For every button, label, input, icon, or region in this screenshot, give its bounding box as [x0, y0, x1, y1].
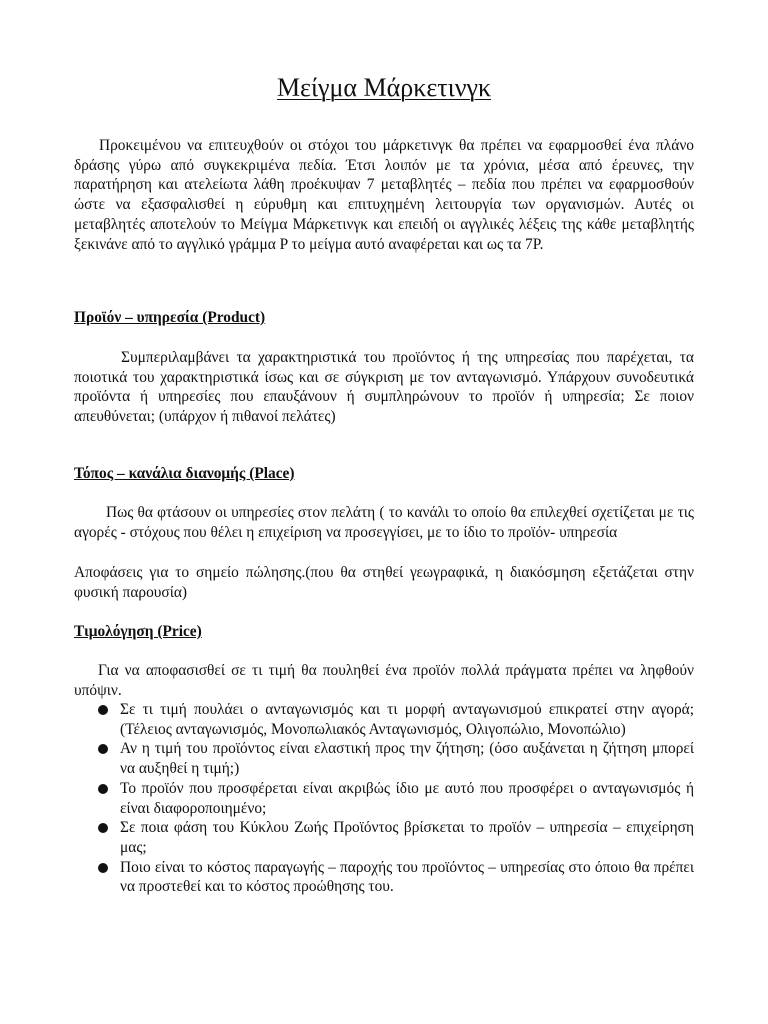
list-item-text: Σε ποια φάση του Κύκλου Ζωής Προϊόντος βρίσκεται το προϊόν – υπηρεσία – επιχείρηση μας; [120, 819, 694, 856]
list-item-text: Σε τι τιμή πουλάει ο ανταγωνισμός και τι μορφή ανταγωνισμού επικρατεί στην αγορά; (Τέλειος ανταγωνισμός, Μονοπωλιακός Ανταγωνισμός, Ολιγοπώλιο, Μονοπώλιο) [120, 701, 694, 738]
bullet-icon [98, 863, 108, 873]
bullet-icon [98, 823, 108, 833]
price-bullet-list [74, 700, 694, 897]
section-heading-product: Προϊόν – υπηρεσία (Product) [74, 309, 266, 326]
bullet-icon [98, 705, 108, 715]
product-paragraph: Συμπεριλαμβάνει τα χαρακτηριστικά του προϊόντος ή της υπηρεσίας που παρέχεται, τα ποιοτικά του χαρακτηριστικά ίσως και σε σύγκριση με τον ανταγωνισμό. Υπάρχουν συνοδευτικά προϊόντα ή υπηρεσίες που επαυξάνουν ή συμπληρώνουν το προϊόν ή υπηρεσία; Σε ποιον απευθύνεται; (υπάρχον ή πιθανοί πελάτες) [74, 349, 694, 426]
bullet-icon [98, 784, 108, 794]
section-heading-price: Τιμολόγηση (Price) [74, 623, 202, 640]
list-item [74, 779, 694, 818]
section-heading-place: Τόπος – κανάλια διανομής (Place) [74, 465, 295, 482]
list-item-text: Το προϊόν που προσφέρεται είναι ακριβώς ίδιο με αυτό που προσφέρει ο ανταγωνισμός ή είναι διαφοροποιημένο; [120, 779, 694, 817]
list-item [74, 858, 694, 897]
bullet-icon [98, 744, 108, 754]
intro-paragraph: Προκειμένου να επιτευχθούν οι στόχοι του μάρκετινγκ θα πρέπει να εφαρμοσθεί ένα πλάνο δράσης γύρω από συγκεκριμένα πεδία. Έτσι λοιπόν με τα χρόνια, μέσα από έρευνες, την παρατήρηση και ατελείωτα λάθη προέκυψαν 7 μεταβλητές – πεδία που πρέπει να εφαρμοσθούν ώστε να εξασφαλισθεί η εύρυθμη και επιτυχημένη λειτουργία των οργανισμών. Αυτές οι μεταβλητές αποτελούν το Μείγμα Μάρκετινγκ και επειδή οι αγγλικές λέξεις της κάθε μεταβλητής ξεκινάνε από το αγγλικό γράμμα P το μείγμα αυτό αναφέρεται και ως τα 7P. [74, 137, 694, 253]
document-title: Μείγμα Μάρκετινγκ [276, 73, 492, 102]
list-item-text: Ποιο είναι το κόστος παραγωγής – παροχής του προϊόντος – υπηρεσίας στο όποιο θα πρέπει να προστεθεί και το κόστος προώθησης του. [120, 858, 694, 896]
price-paragraph: Για να αποφασισθεί σε τι τιμή θα πουληθεί ένα προϊόν πολλά πράγματα πρέπει να ληφθούν υπόψιν. [74, 662, 694, 699]
place-paragraph: Πως θα φτάσουν οι υπηρεσίες στον πελάτη ( το κανάλι το οποίο θα επιλεχθεί σχετίζεται με τις αγορές - στόχους που θέλει η επιχείριση να προσεγγίσει, με το ίδιο το προϊόν- υπηρεσία [74, 504, 694, 541]
place-paragraph-2: Αποφάσεις για το σημείο πώλησης.(που θα στηθεί γεωγραφικά, η διακόσμηση εξετάζεται στην φυσική παρουσία) [74, 564, 694, 601]
list-item [74, 739, 694, 778]
list-item-text: Αν η τιμή του προϊόντος είναι ελαστική προς την ζήτηση; (όσο αυξάνεται η ζήτηση μπορεί να αυξηθεί η τιμή;) [120, 740, 694, 778]
list-item [74, 818, 694, 857]
list-item [74, 700, 694, 739]
